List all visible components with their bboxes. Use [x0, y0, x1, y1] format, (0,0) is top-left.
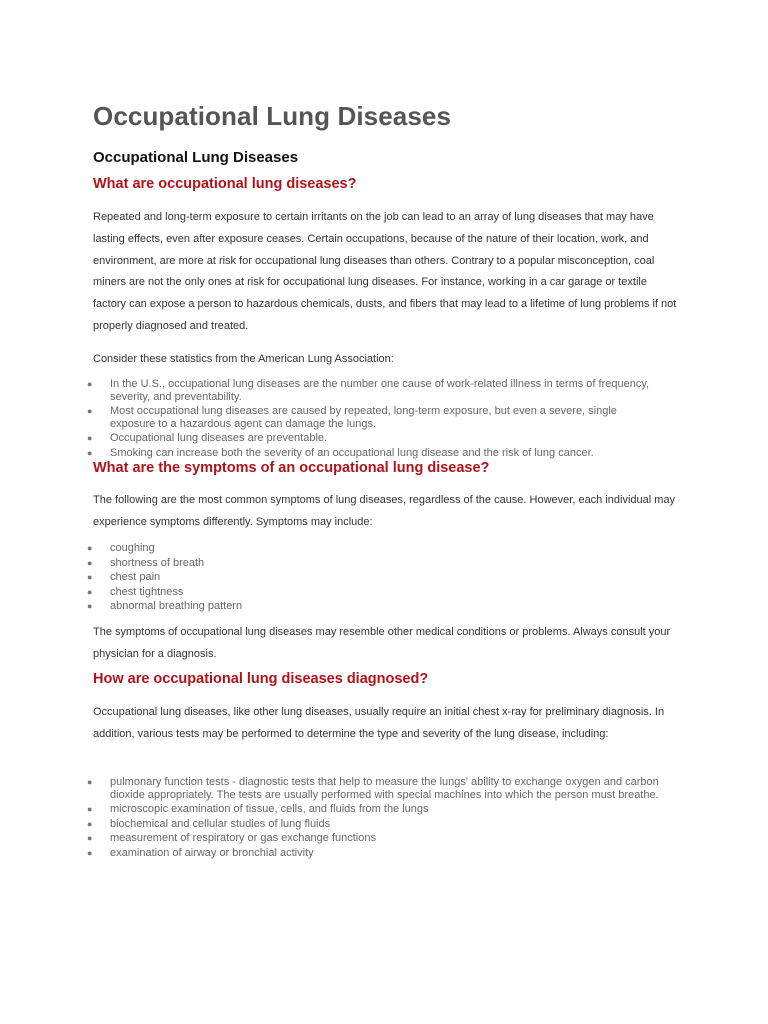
bullet-icon: ● — [87, 406, 93, 416]
bullet-icon: ● — [87, 833, 93, 843]
list-item — [82, 847, 662, 860]
bullet-icon: ● — [87, 818, 93, 829]
bullet-icon: ● — [87, 777, 93, 787]
section-paragraph: The following are the most common symptoms of lung diseases, regardless of the cause. However, each individual may experience symptoms differently. Symptoms may include: — [93, 494, 676, 528]
diagnosis-tests-list — [82, 776, 662, 861]
list-item — [82, 432, 652, 445]
list-item-text: Most occupational lung diseases are caused by repeated, long-term exposure, but even a severe, single exposure to a hazardous agent can damage the lungs. — [110, 405, 617, 430]
list-item-text: microscopic examination of tissue, cells, and fluids from the lungs — [110, 803, 429, 815]
bullet-icon: ● — [87, 557, 93, 568]
bullet-icon: ● — [87, 601, 93, 611]
symptoms-list — [82, 542, 672, 615]
bullet-icon: ● — [87, 433, 93, 443]
list-item-text: shortness of breath — [110, 556, 205, 569]
list-item-text: pulmonary function tests - diagnostic tests that help to measure the lungs' ability to exchange oxygen and carbon dioxide appropriately. The tests are usually performed with special machines into which the person must breathe. — [110, 776, 659, 801]
list-item-text: examination of airway or bronchial activity — [110, 846, 314, 859]
section-paragraph: The symptoms of occupational lung diseases may resemble other medical conditions or problems. Always consult your physician for a diagnosis. — [93, 626, 671, 660]
list-item-text: measurement of respiratory or gas exchange functions — [110, 832, 376, 844]
list-item-text: chest pain — [110, 571, 161, 583]
bullet-icon: ● — [87, 379, 93, 389]
page-subtitle: Occupational Lung Diseases — [93, 149, 299, 166]
list-item — [82, 405, 652, 430]
list-item-text: Smoking can increase both the severity of an occupational lung disease and the risk of lung cancer. — [110, 446, 594, 459]
page-title: Occupational Lung Diseases — [93, 101, 452, 131]
list-item-text: abnormal breathing pattern — [110, 600, 243, 612]
list-item-text: In the U.S., occupational lung diseases are the number one cause of work-related illness in terms of frequency, severity, and preventability. — [110, 378, 650, 403]
section-heading-symptoms: What are the symptoms of an occupational lung disease? — [93, 460, 490, 476]
bullet-icon: ● — [87, 543, 93, 553]
bullet-icon: ● — [87, 804, 93, 814]
list-item-text: chest tightness — [110, 585, 184, 598]
list-item — [82, 818, 662, 831]
section-paragraph: Consider these statistics from the American Lung Association: — [93, 353, 394, 365]
section-heading-diagnosis: How are occupational lung diseases diagnosed? — [93, 671, 429, 687]
list-item-text: biochemical and cellular studies of lung fluids — [110, 817, 331, 830]
list-item-text: Occupational lung diseases are preventable. — [110, 432, 328, 444]
list-item — [82, 447, 652, 460]
bullet-icon: ● — [87, 586, 93, 597]
statistics-list — [82, 378, 652, 461]
list-item — [82, 832, 662, 845]
bullet-icon: ● — [87, 847, 93, 858]
section-paragraph: Occupational lung diseases, like other lung diseases, usually require an initial chest x-ray for preliminary diagnosis. In addition, various tests may be performed to determine the type and severity of the lung disease, including: — [93, 706, 665, 740]
list-item-text: coughing — [110, 542, 155, 554]
list-item — [82, 776, 662, 801]
list-item — [82, 378, 652, 403]
bullet-icon: ● — [87, 447, 93, 458]
list-item — [82, 586, 672, 599]
bullet-icon: ● — [87, 572, 93, 582]
list-item — [82, 542, 672, 555]
list-item — [82, 600, 672, 613]
list-item — [82, 571, 672, 584]
list-item — [82, 803, 662, 816]
list-item — [82, 557, 672, 570]
section-paragraph: Repeated and long-term exposure to certain irritants on the job can lead to an array of lung diseases that may have lasting effects, even after exposure ceases. Certain occupations, because of the nature of their location, work, and environment, are more at risk for occupational lung diseases than others. Contrary to a popular misconception, coal miners are not the only ones at risk for occupational lung diseases. For instance, working in a car garage or textile factory can expose a person to hazardous chemicals, dusts, and fibers that may lead to a lifetime of lung problems if not properly diagnosed and treated. — [93, 211, 677, 332]
section-heading-what-are: What are occupational lung diseases? — [93, 176, 357, 192]
